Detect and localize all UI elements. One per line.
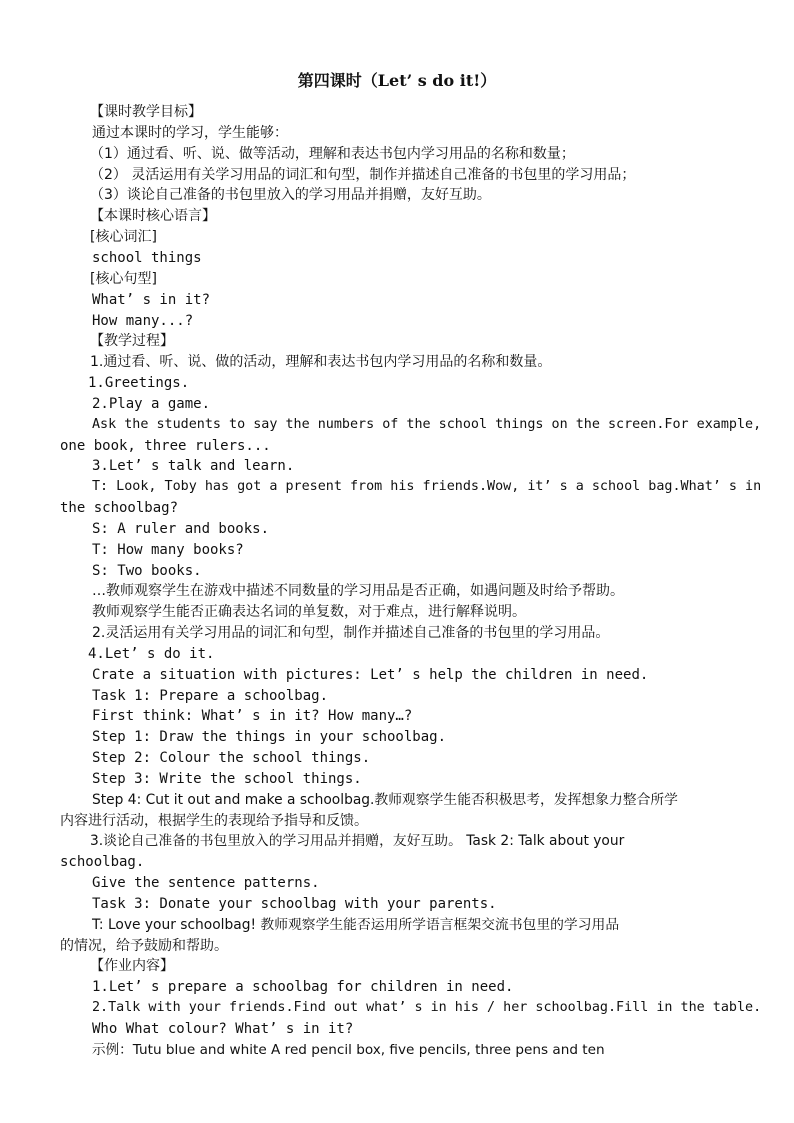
text-line: （1）通过看、听、说、做等活动，理解和表达书包内学习用品的名称和数量； <box>90 146 575 162</box>
section-heading-homework: 【作业内容】 <box>90 958 174 974</box>
text-line: Ask the students to say the numbers of the school things on the screen.For example, <box>92 417 762 432</box>
text-line: 4.Let’ s do it. <box>88 646 215 662</box>
text-line: 的情况，给予鼓励和帮助。 <box>60 938 228 954</box>
text-line: Step 1: Draw the things in your schoolbag. <box>92 729 447 745</box>
text-line: 1.Greetings. <box>88 375 190 391</box>
text-line: the schoolbag? <box>60 500 179 516</box>
text-line: Task 3: Donate your schoolbag with your parents. <box>92 896 497 912</box>
text-line: schoolbag. <box>60 854 145 870</box>
text-line: school things <box>92 250 202 266</box>
text-line: Step 2: Colour the school things. <box>92 750 371 766</box>
text-line: 教师观察学生能否正确表达名词的单复数，对于难点，进行解释说明。 <box>92 604 526 620</box>
text-line: 内容进行活动，根据学生的表现给予指导和反馈。 <box>60 813 368 829</box>
section-heading-process: 【教学过程】 <box>90 333 174 349</box>
text-line: 2.Talk with your friends.Find out what’ s in his / her schoolbag.Fill in the table. <box>92 1000 762 1015</box>
text-line: 示例：Tutu blue and white A red pencil box, five pencils, three pens and ten <box>92 1042 605 1058</box>
text-line: Step 3: Write the school things. <box>92 771 362 787</box>
text-line: 1.通过看、听、说、做的活动，理解和表达书包内学习用品的名称和数量。 <box>90 354 552 370</box>
text-line: T: How many books? <box>92 542 244 558</box>
text-line: 通过本课时的学习，学生能够： <box>92 125 288 141</box>
text-line: （2） 灵活运用有关学习用品的词汇和句型，制作并描述自己准备的书包里的学习用品； <box>90 167 636 183</box>
page-title: 第四课时（Let’ s do it!） <box>297 71 497 90</box>
text-line: What’ s in it? <box>92 292 211 308</box>
text-line: T: Love your schoolbag! 教师观察学生能否运用所学语言框架交流书包里的学习用品 <box>92 917 620 933</box>
text-line: S: Two books. <box>92 563 202 579</box>
text-line: Crate a situation with pictures: Let’ s help the children in need. <box>92 667 649 683</box>
text-line: 3.Let’ s talk and learn. <box>92 458 295 474</box>
section-heading-core-language: 【本课时核心语言】 <box>90 208 216 224</box>
text-line: …教师观察学生在游戏中描述不同数量的学习用品是否正确，如遇问题及时给予帮助。 <box>92 583 624 599</box>
text-line: Give the sentence patterns. <box>92 875 320 891</box>
text-line: Task 1: Prepare a schoolbag. <box>92 688 329 704</box>
text-line: （3）谈论自己准备的书包里放入的学习用品并捐赠，友好互助。 <box>90 187 491 203</box>
text-line: 1.Let’ s prepare a schoolbag for children in need. <box>92 979 514 995</box>
text-line: First think: What’ s in it? How many…? <box>92 708 413 724</box>
text-line: 2.Play a game. <box>92 396 211 412</box>
subheading-core-sentences: [核心句型] <box>90 271 157 287</box>
text-line: 3.谈论自己准备的书包里放入的学习用品并捐赠，友好互助。 Task 2: Talk about your <box>90 833 625 849</box>
text-line: How many...? <box>92 313 194 329</box>
text-line: Who What colour? What’ s in it? <box>92 1021 354 1037</box>
text-line: T: Look, Toby has got a present from his friends.Wow, it’ s a school bag.What’ s in <box>92 479 762 494</box>
text-line: one book, three rulers... <box>60 438 271 454</box>
text-line: 2.灵活运用有关学习用品的词汇和句型，制作并描述自己准备的书包里的学习用品。 <box>92 625 610 641</box>
text-line: Step 4: Cut it out and make a schoolbag.教师观察学生能否积极思考，发挥想象力整合所学 <box>92 792 678 808</box>
section-heading-objectives: 【课时教学目标】 <box>90 104 202 120</box>
subheading-core-vocabulary: [核心词汇] <box>90 229 157 245</box>
text-line: S: A ruler and books. <box>92 521 270 537</box>
